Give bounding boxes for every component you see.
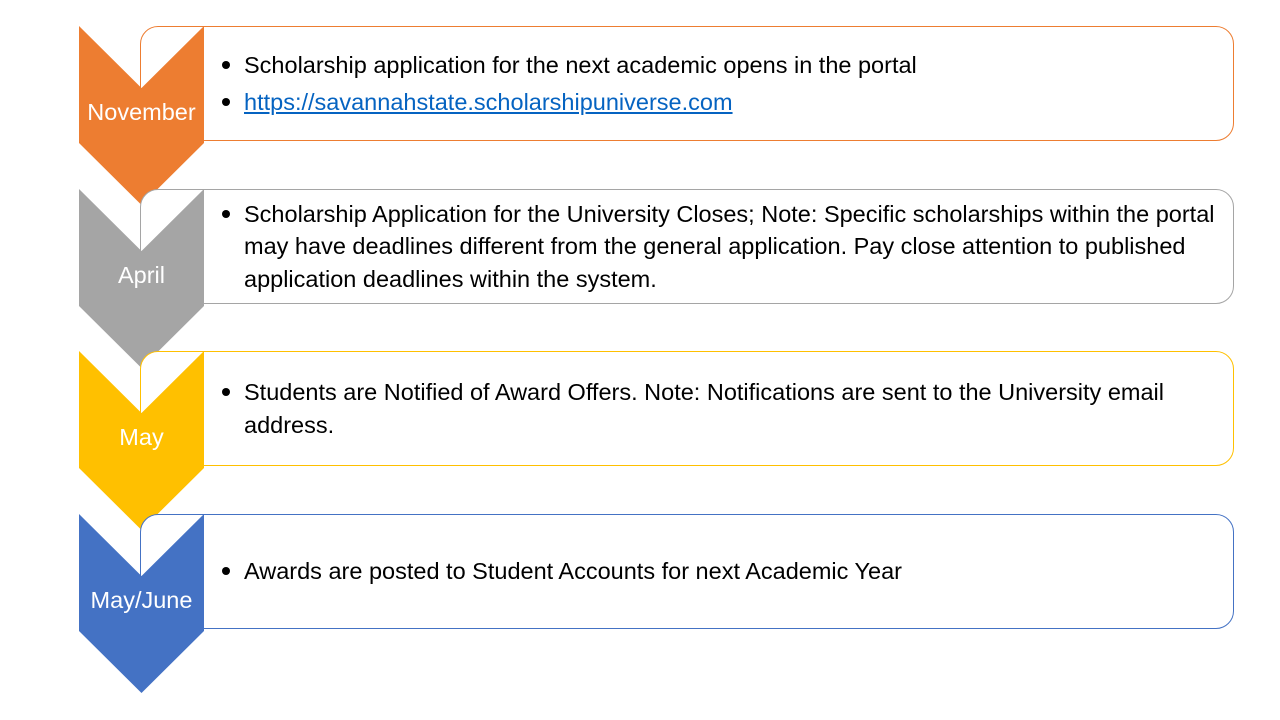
step-content (218, 26, 1218, 141)
timeline-step (0, 514, 1280, 696)
timeline-step (0, 189, 1280, 371)
step-bullet-text: Scholarship Application for the University Closes; Note: Specific scholarships within the portal may have deadlines different from the general application. Pay close attention to published application deadlines within the system. (244, 200, 1215, 292)
timeline-step (0, 351, 1280, 533)
step-date-label: April (117, 262, 165, 288)
step-date-label: May (119, 424, 164, 450)
portal-link[interactable]: https://savannahstate.scholarshipuniverse.com (244, 89, 733, 115)
step-bullet-item (218, 49, 1218, 82)
step-bullet-text: Scholarship application for the next academic opens in the portal (244, 51, 917, 78)
step-date-label: May/June (90, 587, 193, 613)
step-content (218, 514, 1218, 629)
step-bullet-item (218, 86, 1218, 119)
step-bullet-item (218, 198, 1218, 296)
step-bullet-text: Awards are posted to Student Accounts for next Academic Year (244, 558, 902, 585)
timeline-step (0, 26, 1280, 208)
step-content (218, 189, 1218, 304)
step-bullet-text: Students are Notified of Award Offers. Note: Notifications are sent to the University email address. (244, 379, 1164, 438)
step-content (218, 351, 1218, 466)
step-bullet-item (218, 376, 1218, 441)
step-bullet-item (218, 555, 1218, 588)
step-date-label: November (87, 99, 196, 125)
